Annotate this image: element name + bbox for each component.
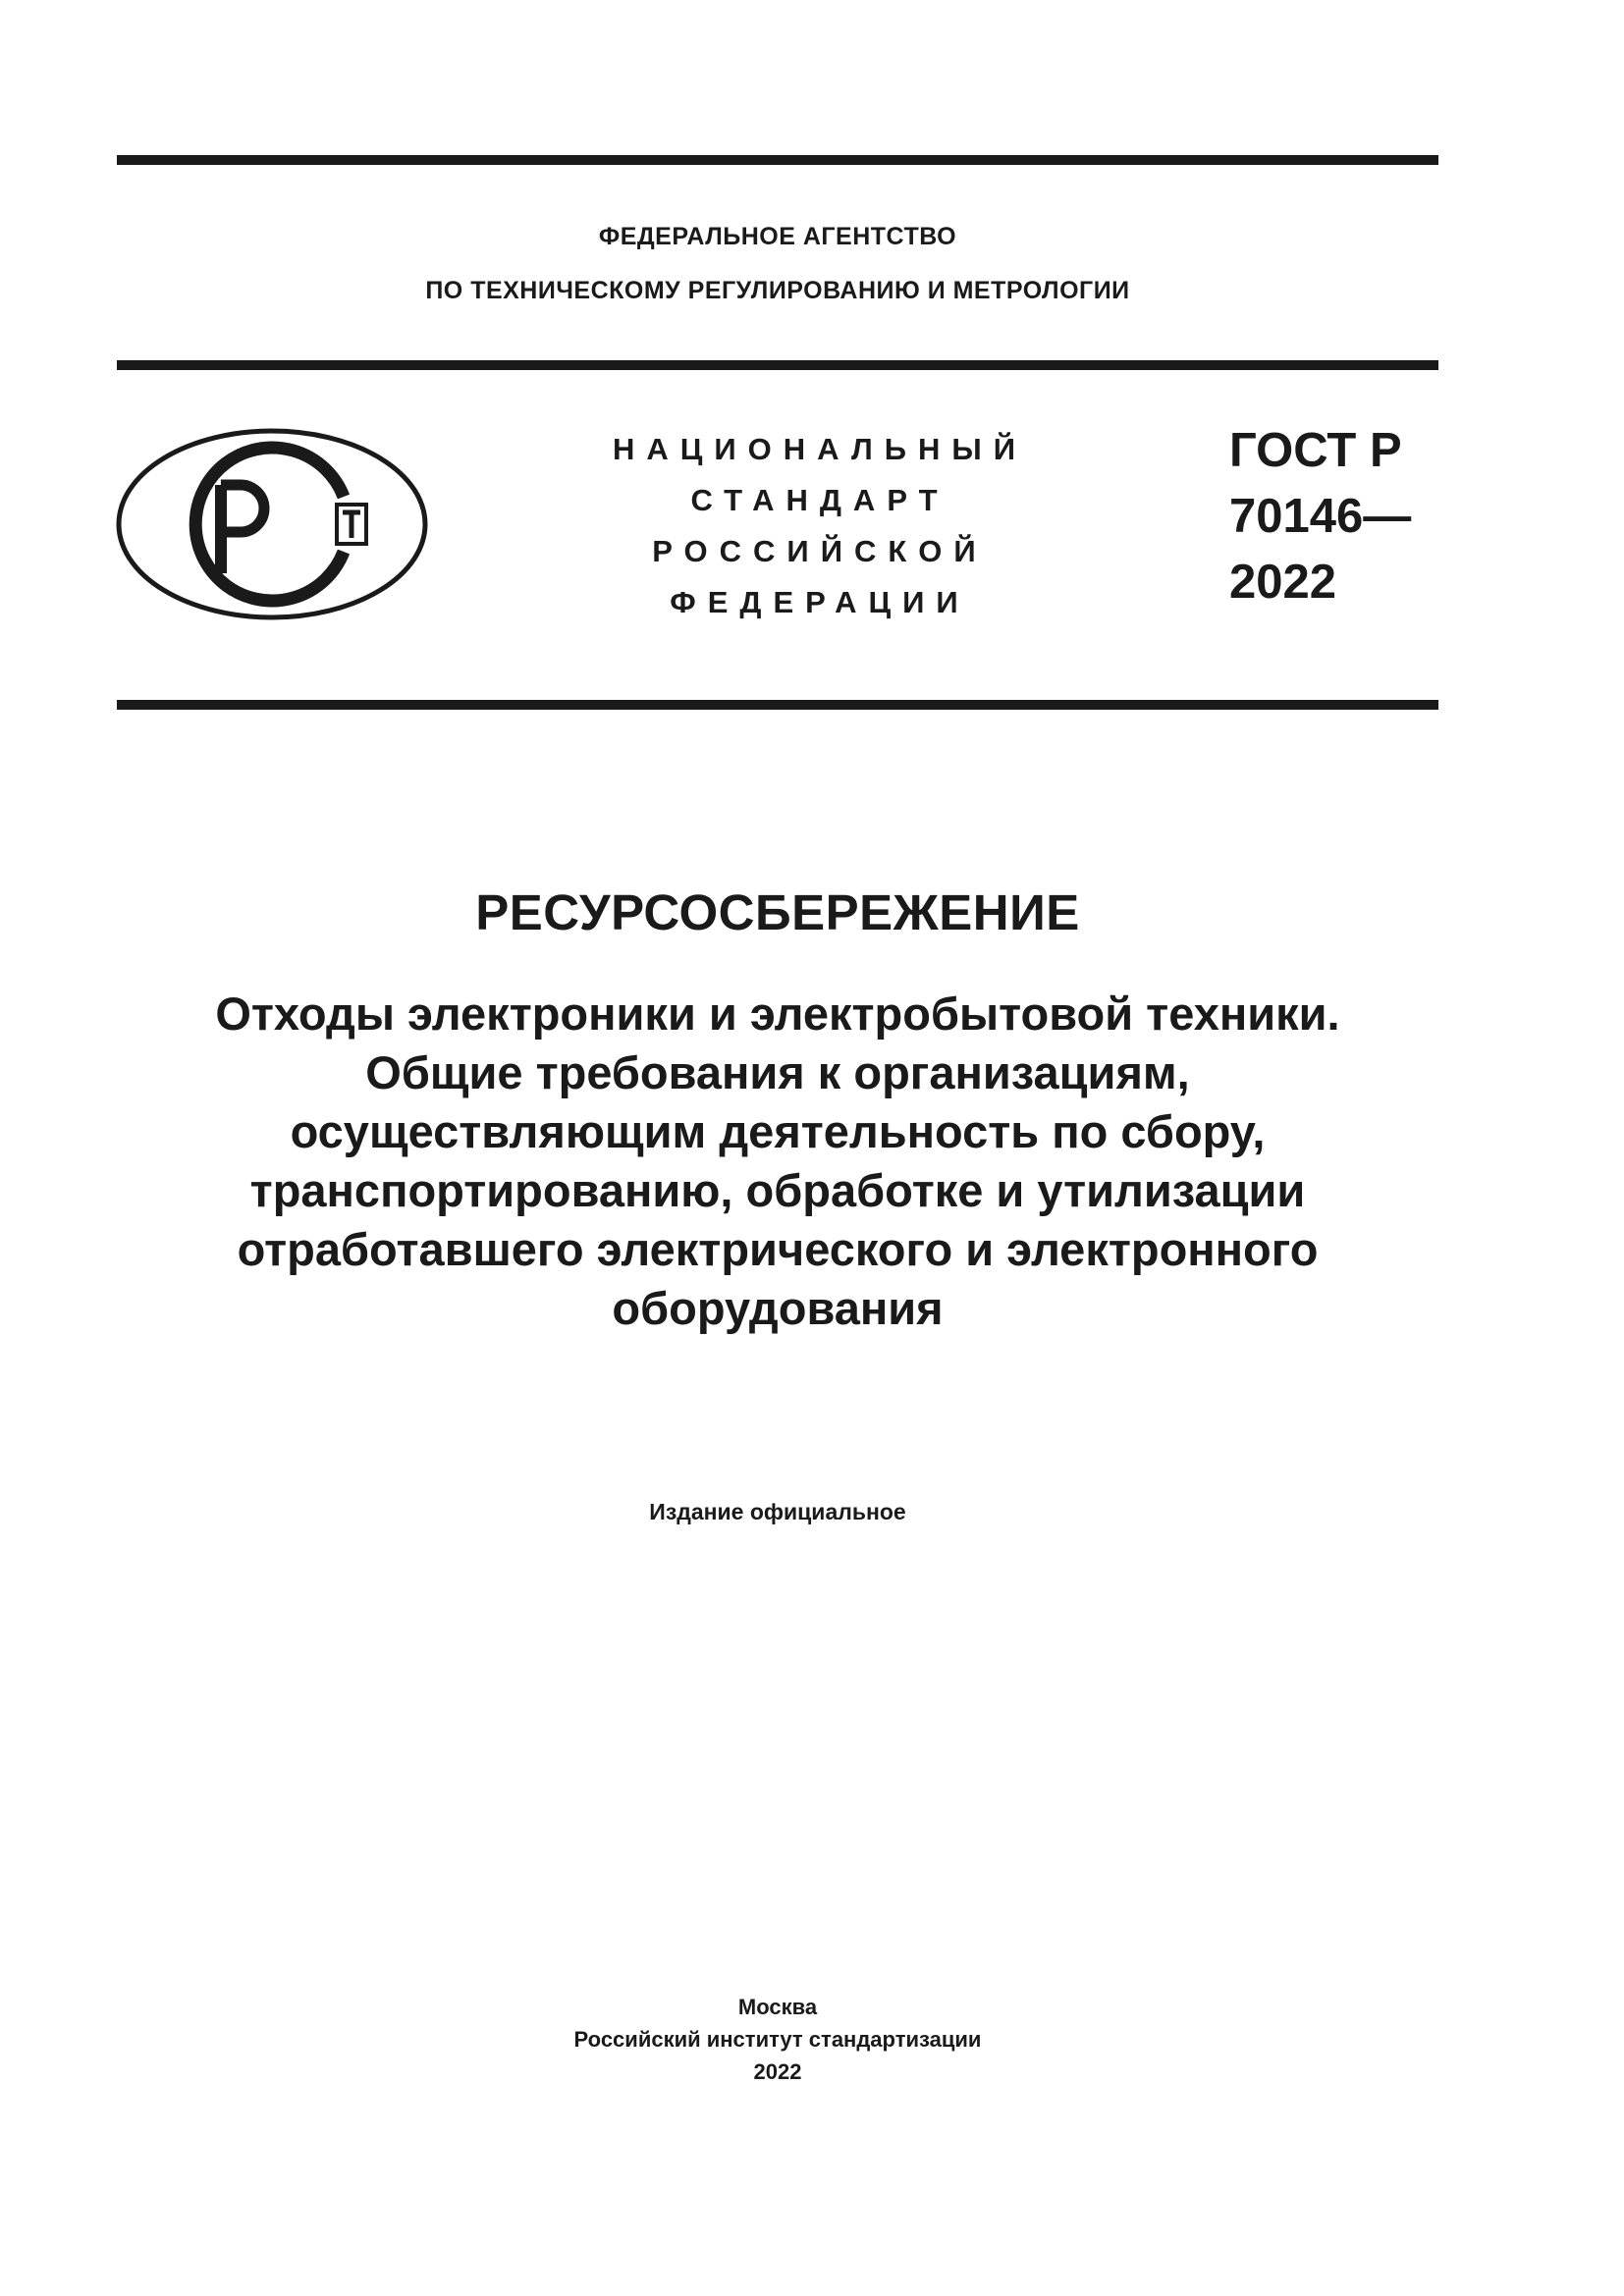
top-rule	[117, 155, 1438, 165]
subtitle-line: осуществляющим деятельность по сбору,	[290, 1105, 1266, 1157]
subtitle-line: Отходы электроники и электробытовой техники.	[215, 988, 1340, 1040]
edition-label: Издание официальное	[649, 1499, 906, 1524]
subtitle-line: отработавшего электрического и электронного	[237, 1223, 1319, 1275]
designation-line: ГОСТ Р	[1229, 424, 1402, 477]
agency-name-line-2: ПО ТЕХНИЧЕСКОМУ РЕГУЛИРОВАНИЮ И МЕТРОЛОГИИ	[425, 277, 1130, 304]
document-subtitle	[117, 985, 1438, 1338]
imprint-year: 2022	[753, 2059, 802, 2084]
subtitle-line: оборудования	[612, 1282, 944, 1334]
document-title: РЕСУРСОСБЕРЕЖЕНИЕ	[475, 884, 1080, 940]
national-standard-line: НАЦИОНАЛЬНЫЙ	[612, 432, 1028, 466]
agency-name-line-1: ФЕДЕРАЛЬНОЕ АГЕНТСТВО	[598, 223, 957, 250]
imprint	[117, 1991, 1438, 2088]
national-standard-label	[589, 424, 1051, 628]
national-standard-line: РОССИЙСКОЙ	[652, 534, 988, 568]
subtitle-line: Общие требования к организациям,	[365, 1046, 1190, 1098]
imprint-publisher: Российский институт стандартизации	[573, 2027, 982, 2052]
designation-line: 70146—	[1229, 490, 1412, 543]
national-standard-line: ФЕДЕРАЦИИ	[670, 585, 970, 619]
header-divider-rule	[117, 360, 1438, 370]
imprint-city: Москва	[737, 1995, 818, 2019]
designation-line: 2022	[1229, 556, 1337, 609]
standard-designation	[1229, 418, 1411, 615]
header-bottom-rule	[117, 700, 1438, 710]
subtitle-line: транспортированию, обработке и утилизации	[249, 1164, 1306, 1216]
national-standard-line: СТАНДАРТ	[690, 483, 949, 517]
rst-certification-mark-icon	[115, 426, 429, 622]
